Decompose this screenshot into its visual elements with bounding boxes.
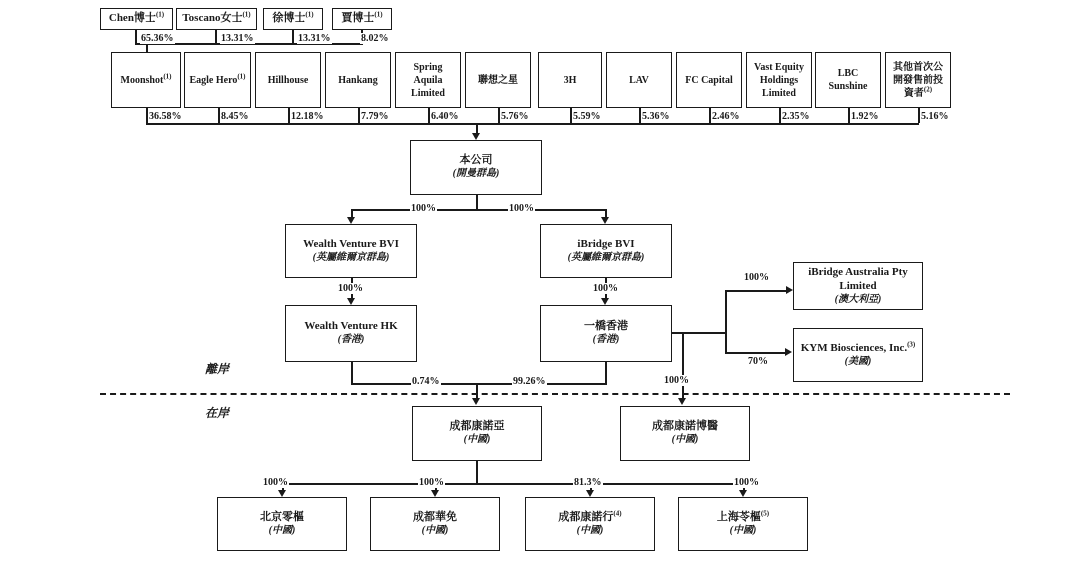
entity-name: Eagle Hero (189, 74, 238, 86)
connector-line (135, 30, 137, 43)
entity-box-other-pre-ipo (885, 52, 951, 108)
ownership-pct: 13.31% (221, 33, 254, 44)
ownership-pct: 99.26% (513, 376, 546, 387)
entity-place: (中國) (671, 434, 699, 446)
entity-box-beijing-sub (217, 497, 347, 551)
arrow-down-icon (601, 298, 609, 305)
entity-name: Hankang (338, 74, 378, 86)
connector-line (476, 195, 478, 210)
entity-box-3h (538, 52, 602, 108)
entity-box-kym-biosciences (793, 328, 923, 382)
entity-name: 其他首次公開發售前投資者 (893, 61, 943, 99)
ownership-pct: 100% (593, 283, 618, 294)
entity-place: (開曼群島) (452, 168, 500, 180)
offshore-label: 離岸 (205, 362, 230, 376)
entity-place: (香港) (592, 334, 620, 346)
entity-name: 上海苓樞 (716, 510, 761, 523)
connector-line (215, 30, 217, 43)
entity-box-vast-equity (746, 52, 812, 108)
ownership-pct: 7.79% (361, 111, 389, 122)
arrow-down-icon (739, 490, 747, 497)
footnote-ref: (1) (374, 10, 383, 19)
entity-box-hankang (325, 52, 391, 108)
ownership-pct: 100% (263, 477, 288, 488)
footnote-ref: (4) (613, 509, 622, 518)
connector-line (605, 362, 607, 384)
entity-place: (中國) (463, 434, 491, 446)
entity-name: LAV (629, 74, 649, 86)
entity-box-wealth-venture-hk (285, 305, 417, 362)
ownership-pct: 2.46% (712, 111, 740, 122)
connector-line (476, 383, 478, 399)
ownership-pct: 2.35% (782, 111, 810, 122)
entity-box-legend-star (465, 52, 531, 108)
arrow-right-icon (786, 286, 793, 294)
arrow-down-icon (278, 490, 286, 497)
entity-name: 聯想之星 (478, 74, 518, 86)
arrow-down-icon (586, 490, 594, 497)
footnote-ref: (2) (923, 85, 933, 94)
arrow-down-icon (678, 398, 686, 405)
ownership-pct: 8.02% (361, 33, 389, 44)
entity-box-ibridge-bvi (540, 224, 672, 278)
entity-name: FC Capital (685, 74, 733, 86)
entity-box-ibridge-australia (793, 262, 923, 310)
entity-name: 北京零樞 (260, 510, 304, 523)
entity-box-chengdu-keymed (412, 406, 542, 461)
entity-name: Wealth Venture BVI (303, 237, 399, 250)
entity-box-chengdu-hang (525, 497, 655, 551)
ownership-pct: 6.40% (431, 111, 459, 122)
arrow-down-icon (601, 217, 609, 224)
onshore-label: 在岸 (205, 406, 230, 420)
entity-place: (英屬維爾京群島) (312, 251, 390, 263)
ownership-pct: 100% (419, 477, 444, 488)
entity-name: Moonshot (120, 74, 164, 86)
connector-line (282, 483, 744, 485)
ownership-pct: 5.59% (573, 111, 601, 122)
ownership-pct: 70% (748, 356, 768, 367)
ownership-pct: 5.16% (921, 111, 949, 122)
entity-name: Toscano女士 (182, 12, 243, 25)
arrow-down-icon (472, 133, 480, 140)
entity-name: Chen博士 (108, 12, 156, 25)
connector-line (725, 290, 727, 354)
entity-place: (中國) (421, 524, 449, 536)
footnote-ref: (3) (907, 340, 916, 349)
connector-line (146, 43, 148, 52)
entity-box-hillhouse (255, 52, 321, 108)
entity-box-fc-capital (676, 52, 742, 108)
entity-name: iBridge BVI (577, 237, 635, 250)
entity-name: Spring Aquila Limited (411, 61, 445, 99)
ownership-pct: 100% (744, 272, 769, 283)
entity-place: (中國) (729, 524, 757, 536)
entity-box-chen (100, 8, 173, 30)
ownership-pct: 65.36% (141, 33, 174, 44)
ownership-pct: 100% (734, 477, 759, 488)
connector-line (682, 332, 684, 398)
footnote-ref: (5) (760, 509, 770, 518)
ownership-pct: 13.31% (298, 33, 331, 44)
entity-box-xu (263, 8, 323, 30)
entity-place: (香港) (337, 334, 365, 346)
entity-box-lbc-sunshine (815, 52, 881, 108)
ownership-pct: 100% (411, 203, 436, 214)
entity-place: (美國) (844, 355, 872, 367)
connector-line (146, 123, 919, 125)
entity-box-toscano (176, 8, 257, 30)
ownership-pct: 12.18% (291, 111, 324, 122)
connector-line (351, 209, 607, 211)
entity-box-chengdu-boyi (620, 406, 750, 461)
footnote-ref: (1) (155, 10, 165, 19)
entity-name: 徐博士 (272, 12, 306, 25)
footnote-ref: (1) (163, 72, 172, 81)
entity-place: (中國) (576, 524, 604, 536)
connector-line (292, 30, 294, 43)
entity-name: 本公司 (459, 154, 493, 167)
entity-box-chengdu-huamian (370, 497, 500, 551)
connector-line (351, 362, 353, 384)
entity-box-jia (332, 8, 392, 30)
entity-name: Hillhouse (267, 74, 309, 86)
entity-name: 成都康諾亞 (449, 420, 505, 433)
entity-name: 成都康諾博醫 (652, 420, 718, 433)
ownership-pct: 100% (664, 375, 689, 386)
arrow-down-icon (472, 398, 480, 405)
ownership-pct: 5.36% (642, 111, 670, 122)
entity-place: (中國) (268, 524, 296, 536)
ownership-pct: 36.58% (149, 111, 182, 122)
footnote-ref: (1) (242, 10, 251, 19)
entity-name: iBridge Australia Pty Limited (808, 266, 908, 292)
ownership-pct: 100% (509, 203, 534, 214)
ownership-pct: 1.92% (851, 111, 879, 122)
entity-place: (英屬維爾京群島) (567, 251, 645, 263)
connector-line (725, 352, 786, 354)
arrow-down-icon (431, 490, 439, 497)
entity-box-lav (606, 52, 672, 108)
entity-name: 成都華免 (413, 510, 457, 523)
entity-box-ibridge-hk (540, 305, 672, 362)
entity-name: Vast Equity Holdings Limited (754, 61, 804, 99)
footnote-ref: (1) (305, 10, 314, 19)
offshore-onshore-divider (100, 393, 1010, 395)
entity-name: 成都康諾行 (558, 510, 614, 523)
entity-box-wealth-venture-bvi (285, 224, 417, 278)
ownership-pct: 0.74% (412, 376, 440, 387)
connector-line (476, 461, 478, 484)
entity-name: KYM Biosciences, Inc. (800, 341, 908, 354)
entity-box-shanghai-sub (678, 497, 808, 551)
entity-name: 一橋香港 (584, 320, 628, 333)
ownership-pct: 100% (338, 283, 363, 294)
entity-box-spring-aquila (395, 52, 461, 108)
entity-box-eagle-hero (184, 52, 251, 108)
arrow-right-icon (785, 348, 792, 356)
entity-name: Wealth Venture HK (304, 320, 398, 333)
entity-place: (澳大利亞) (834, 293, 882, 305)
ownership-pct: 8.45% (221, 111, 249, 122)
entity-box-company (410, 140, 542, 195)
ownership-pct: 81.3% (574, 477, 602, 488)
connector-line (351, 383, 607, 385)
entity-name: 3H (563, 74, 577, 86)
entity-box-moonshot (111, 52, 181, 108)
entity-name: 賈博士 (341, 12, 375, 25)
arrow-down-icon (347, 298, 355, 305)
arrow-down-icon (347, 217, 355, 224)
footnote-ref: (1) (237, 72, 246, 81)
ownership-pct: 5.76% (501, 111, 529, 122)
connector-line (725, 290, 787, 292)
connector-line (672, 332, 727, 334)
entity-name: LBC Sunshine (828, 68, 868, 92)
